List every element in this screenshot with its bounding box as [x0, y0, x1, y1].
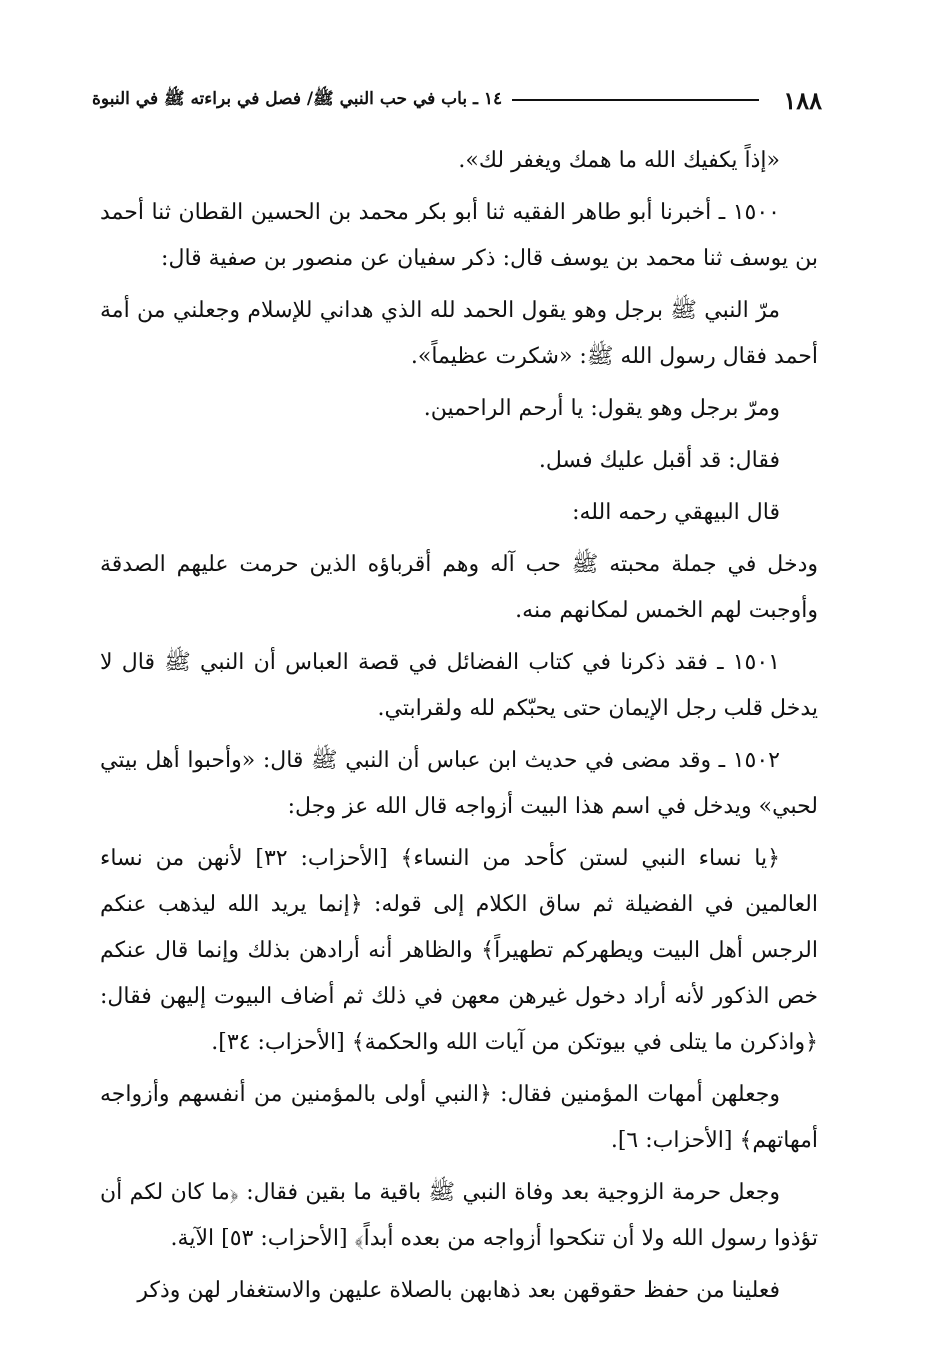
paragraph-ahzab-verses: ﴿يا نساء النبي لستن كأحد من النساء﴾ [الأحزاب: ٣٢] لأنهن من نساء العالمين في الفضيلة ثم ساق الكلام إلى قوله: ﴿إنما يريد الله ليذهب عنكم الرجس أهل البيت ويطهركم تطهيراً﴾ والظاهر أنه أرادهن بذلك وإنما قال عنكم خص الذكور لأنه أراد دخول غيرهن معهن في ذلك ثم أضاف البيوت إليهن فقال: ﴿واذكرن ما يتلى في بيوتكن من آيات الله والحكمة﴾ [الأحزاب: ٣٤].: [100, 846, 818, 1055]
paragraph-hadith-1500-text: مرّ النبي ﷺ برجل وهو يقول الحمد لله الذي هداني للإسلام وجعلني من أمة أحمد فقال رسول الله ﷺ: «شكرت عظيماً».: [100, 298, 818, 369]
paragraph-mothers-of-believers: وجعلهن أمهات المؤمنين فقال: ﴿النبي أولى بالمؤمنين من أنفسهم وأزواجه أمهاتهم﴾ [الأحزاب: ٦].: [100, 1082, 818, 1153]
paragraph-hadith-1502: ١٥٠٢ ـ وقد مضى في حديث ابن عباس أن النبي ﷺ قال: «وأحبوا أهل بيتي لحبي» ويدخل في اسم هذا البيت أزواجه قال الله عز وجل:: [100, 748, 818, 819]
paragraph-hadith-1500-isnad: ١٥٠٠ ـ أخبرنا أبو طاهر الفقيه ثنا أبو بكر محمد بن الحسين القطان ثنا أحمد بن يوسف ثنا محمد بن يوسف قال: ذكر سفيان عن منصور بن صفية قال:: [100, 200, 818, 271]
paragraph-love-of-family: ودخل في جملة محبته ﷺ حب آله وهم أقرباؤه الذين حرمت عليهم الصدقة وأوجبت لهم الخمس لمكانهم منه.: [100, 552, 818, 623]
paragraph-reply: فقال: قد أقبل عليك فسل.: [538, 448, 780, 473]
paragraph-preserve-rights: فعلينا من حفظ حقوقهن بعد ذهابهن بالصلاة عليهن والاستغفار لهن وذكر: [137, 1278, 780, 1303]
running-title: ١٤ ـ باب في حب النبي ﷺ/ فصل في براءته ﷺ في النبوة: [92, 88, 503, 109]
header-rule: [512, 99, 759, 101]
page-header: [92, 82, 822, 118]
paragraph-second-man: ومرّ برجل وهو يقول: يا أرحم الراحمين.: [423, 396, 780, 421]
page-number: ١٨٨: [783, 85, 822, 115]
paragraph-bayhaqi-said: قال البيهقي رحمه الله:: [572, 500, 780, 525]
paragraph-hadith-1501: ١٥٠١ ـ فقد ذكرنا في كتاب الفضائل في قصة العباس أن النبي ﷺ قال لا يدخل قلب رجل الإيمان حتى يحبّكم لله ولقرابتي.: [100, 650, 818, 721]
body-text: [100, 138, 818, 1320]
paragraph-marriage-sanctity: وجعل حرمة الزوجية بعد وفاة النبي ﷺ باقية ما بقين فقال: ﴿ما كان لكم أن تؤذوا رسول الله ولا أن تنكحوا أزواجه من بعده أبداً﴾ [الأحزاب: ٥٣] الآية.: [100, 1180, 818, 1251]
paragraph-hadith-ending: «إذاً يكفيك الله ما همك ويغفر لك».: [458, 148, 780, 173]
